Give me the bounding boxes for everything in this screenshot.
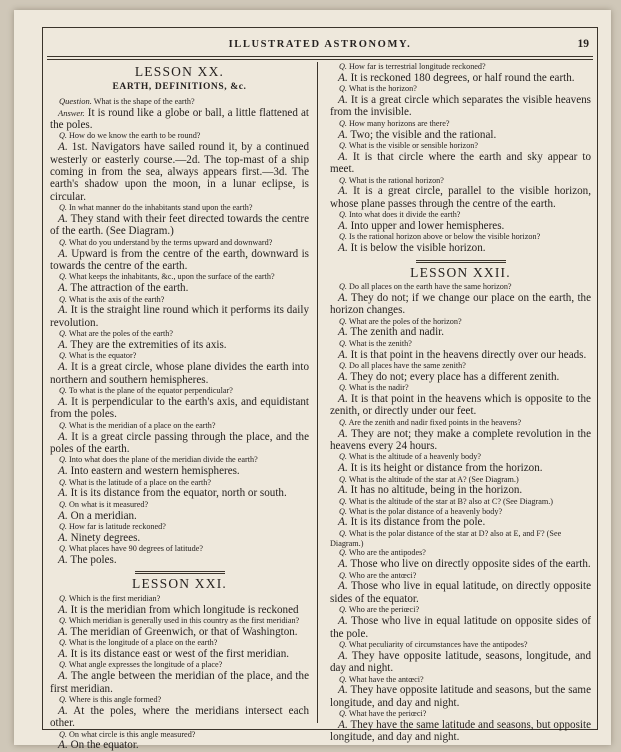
- question: [50, 660, 309, 670]
- question-label: Q.: [59, 455, 67, 465]
- answer: [50, 248, 309, 273]
- header-rule: [47, 56, 593, 57]
- question: [50, 594, 309, 604]
- question-label: Q.: [339, 141, 347, 151]
- answer-text: At the poles, where the meridians intersect each other.: [50, 704, 309, 730]
- answer: [50, 670, 309, 695]
- question-text: What do you understand by the terms upward and downward?: [66, 237, 273, 247]
- question-label: Question.: [59, 95, 92, 106]
- question-text: How far is terrestrial longitude reckoned?: [346, 62, 486, 71]
- answer-label: A.: [338, 393, 348, 406]
- answer-text: It is its distance from the pole.: [347, 516, 486, 529]
- answer-label: A.: [338, 348, 348, 361]
- header-rule-thin: [47, 59, 593, 60]
- question: [50, 730, 309, 740]
- answer-text: It is its distance from the equator, north or south.: [67, 487, 287, 500]
- answer: [330, 94, 591, 119]
- answer-label: A.: [58, 430, 68, 443]
- question: [50, 500, 309, 510]
- question-label: Q.: [339, 639, 347, 649]
- answer-label: A.: [58, 247, 68, 260]
- answer: [330, 185, 591, 210]
- question-text: Who are the antipodes?: [346, 548, 426, 558]
- answer: [330, 129, 591, 141]
- question: [50, 203, 309, 213]
- answer: [50, 648, 309, 660]
- question: [50, 131, 309, 141]
- answer-label: A.: [58, 625, 68, 638]
- question: [330, 317, 591, 327]
- question: [50, 544, 309, 554]
- answer-text: It is a great circle passing through the place, and the poles of the earth.: [50, 430, 309, 455]
- answer: [50, 554, 309, 566]
- question: [330, 282, 591, 292]
- section-separator: [416, 260, 506, 263]
- answer-text: It is the meridian from which longitude is reckoned: [67, 603, 299, 616]
- answer: [50, 396, 309, 421]
- answer-label: A.: [338, 516, 348, 529]
- answer-text: They have the same latitude and seasons, but opposite longitude, and day and night.: [330, 718, 591, 744]
- question-label: Q.: [59, 351, 67, 361]
- question-text: What is the shape of the earth?: [91, 96, 195, 106]
- answer-label: A.: [58, 361, 68, 374]
- question-label: Q.: [339, 210, 347, 220]
- question: [330, 605, 591, 615]
- question-label: Q.: [59, 660, 67, 670]
- answer: [330, 242, 591, 254]
- answer-text: Those who live on directly opposite sides of the earth.: [347, 558, 591, 571]
- answer-text: The zenith and nadir.: [347, 326, 445, 339]
- answer-text: The poles.: [67, 553, 117, 566]
- question-label: Q.: [339, 282, 347, 292]
- answer-text: It is below the visible horizon.: [347, 242, 486, 255]
- answer-text: The angle between the meridian of the place, and the first meridian.: [50, 670, 309, 695]
- question: [330, 62, 591, 72]
- question: [330, 452, 591, 462]
- question: [330, 418, 591, 428]
- question-label: Q.: [339, 605, 347, 615]
- question-label: Q.: [339, 474, 347, 484]
- question-label: Q.: [59, 329, 67, 339]
- answer: [330, 462, 591, 474]
- answer: [330, 371, 591, 383]
- question-text: In what manner do the inhabitants stand upon the earth?: [66, 203, 253, 213]
- question: [330, 529, 591, 549]
- question-label: Q.: [339, 506, 347, 516]
- question-label: Q.: [339, 709, 347, 719]
- left-column: [50, 62, 309, 752]
- answer: [330, 349, 591, 361]
- question-text: What is the latitude of a place on the earth?: [66, 477, 211, 487]
- answer-label: A.: [338, 326, 348, 339]
- answer: [330, 393, 591, 418]
- question-label: Q.: [59, 294, 67, 304]
- page-header: [43, 28, 597, 62]
- answer: [330, 558, 591, 570]
- answer: [50, 532, 309, 544]
- answer-label: A.: [58, 465, 68, 478]
- answer-text: Upward is from the centre of the earth, downward is towards the centre of the earth.: [50, 247, 309, 273]
- question-text: What is the altitude of a heavenly body?: [346, 452, 481, 462]
- answer-text: The attraction of the earth.: [67, 282, 189, 295]
- answer-text: They are not; they make a complete revolution in the heavens every 24 hours.: [330, 427, 591, 453]
- answer: [330, 580, 591, 605]
- question-text: Do all places have the same zenith?: [346, 361, 466, 371]
- question: [330, 571, 591, 581]
- answer-text: They are the extremities of its axis.: [67, 339, 227, 352]
- page-frame: [42, 27, 598, 752]
- question-text: What places have 90 degrees of latitude?: [66, 544, 203, 554]
- question-text: How many horizons are there?: [346, 118, 450, 128]
- question-label: Q.: [59, 499, 67, 509]
- question-text: Who are the periœci?: [346, 605, 420, 615]
- answer: [330, 516, 591, 528]
- question-text: What is the horizon?: [346, 84, 417, 94]
- question-text: What is the altitude of the star at B? also at C? (See Diagram.): [346, 496, 554, 506]
- question-label: Q.: [59, 203, 67, 213]
- answer-text: On a meridian.: [67, 509, 137, 522]
- answer-text: It is round like a globe or ball, a little flattened at the poles.: [50, 106, 309, 132]
- answer: [50, 431, 309, 456]
- question-label: Q.: [59, 131, 67, 141]
- question: [50, 272, 309, 282]
- answer-label: A.: [58, 670, 68, 683]
- answer-label: A.: [58, 282, 68, 295]
- answer-text: It is the straight line round which it performs its daily revolution.: [50, 304, 309, 329]
- answer-text: Into eastern and western hemispheres.: [67, 465, 240, 478]
- answer-label: A.: [338, 71, 348, 84]
- right-column: [330, 62, 591, 744]
- question-label: Q.: [339, 417, 347, 427]
- question-text: What is the rational horizon?: [346, 175, 444, 185]
- question-text: On what circle is this angle measured?: [66, 729, 196, 739]
- answer-text: It is that point in the heavens which is opposite to the zenith, or directly under our feet.: [330, 393, 591, 418]
- answer: [330, 650, 591, 675]
- answer-text: They stand with their feet directed towards the centre of the earth. (See Diagram.): [50, 213, 309, 238]
- question: [330, 232, 591, 242]
- question: [50, 522, 309, 532]
- answer: [50, 213, 309, 238]
- question: [50, 386, 309, 396]
- column-divider: [317, 62, 318, 723]
- answer-label: A.: [338, 484, 348, 497]
- answer-label: A.: [338, 462, 348, 475]
- question: [50, 616, 309, 626]
- question-label: Q.: [339, 118, 347, 128]
- answer-text: It is its distance east or west of the first meridian.: [67, 647, 290, 660]
- question-text: On what is it measured?: [66, 499, 149, 509]
- answer: [330, 428, 591, 453]
- question: [330, 383, 591, 393]
- answer-label: A.: [338, 649, 348, 662]
- question-text: What is the axis of the earth?: [66, 294, 165, 304]
- question-text: What are the poles of the earth?: [66, 329, 173, 339]
- question: [330, 640, 591, 650]
- answer: [50, 705, 309, 730]
- answer: [50, 739, 309, 751]
- question: [50, 329, 309, 339]
- question-text: What have the antœci?: [346, 674, 424, 684]
- answer: [330, 484, 591, 496]
- question-text: What is the equator?: [66, 351, 137, 361]
- answer-text: It is that circle where the earth and sky appear to meet.: [330, 150, 591, 176]
- question-text: What have the periœci?: [346, 709, 427, 719]
- question: [50, 295, 309, 305]
- question-label: Q.: [339, 383, 347, 393]
- question-label: Q.: [339, 232, 347, 242]
- answer-label: A.: [58, 141, 68, 154]
- question-label: Q.: [59, 237, 67, 247]
- book-page: [14, 10, 611, 752]
- answer: [330, 151, 591, 176]
- question: [330, 361, 591, 371]
- answer-text: It is that point in the heavens directly over our heads.: [347, 348, 587, 361]
- question-label: Q.: [59, 386, 67, 396]
- answer-text: Two; the visible and the rational.: [347, 128, 497, 141]
- lesson-22-body: [330, 282, 591, 744]
- question-text: Where is this angle formed?: [66, 694, 162, 704]
- answer-text: It has no altitude, being in the horizon.: [347, 484, 523, 497]
- question: [50, 695, 309, 705]
- answer-label: A.: [338, 150, 348, 163]
- answer-text: Those who live in equal latitude, on directly opposite sides of the equator.: [330, 580, 591, 605]
- question-text: What is the visible or sensible horizon?: [346, 141, 479, 151]
- running-title: ILLUSTRATED ASTRONOMY.: [228, 39, 412, 50]
- question: [330, 339, 591, 349]
- question-text: What is the polar distance of the star at D? also at E, and F? (See Diagram.): [330, 528, 562, 548]
- answer-label: A.: [58, 647, 68, 660]
- answer-label: A.: [338, 615, 348, 628]
- question-text: Which is the first meridian?: [66, 593, 161, 603]
- question-text: What keeps the inhabitants, &c., upon the surface of the earth?: [66, 272, 275, 282]
- question: [330, 210, 591, 220]
- question: [330, 709, 591, 719]
- answer-text: It is its height or distance from the horizon.: [347, 462, 543, 475]
- answer-text: It is perpendicular to the earth's axis, and equidistant from the poles.: [50, 395, 309, 421]
- answer-text: It is a great circle, parallel to the visible horizon, whose plane passes through the centre of the earth.: [330, 185, 591, 210]
- answer-text: On the equator.: [67, 739, 139, 752]
- answer-text: It is a great circle which separates the visible heavens from the invisible.: [330, 94, 591, 119]
- answer: [330, 72, 591, 84]
- answer-label: A.: [58, 739, 68, 752]
- question: [50, 478, 309, 488]
- question-text: Do all places on the earth have the same horizon?: [346, 282, 512, 292]
- question-label: Q.: [59, 593, 67, 603]
- question: [50, 638, 309, 648]
- question-text: What is the zenith?: [346, 338, 412, 348]
- question-label: Q.: [339, 338, 347, 348]
- answer-label: A.: [338, 427, 348, 440]
- question-text: Into what does the plane of the meridian divide the earth?: [66, 455, 258, 465]
- question-label: Q.: [339, 674, 347, 684]
- question-text: Are the zenith and nadir fixed points in the heavens?: [346, 417, 522, 427]
- question-label: Q.: [339, 528, 347, 538]
- answer: [50, 282, 309, 294]
- answer: [330, 684, 591, 709]
- answer-label: A.: [338, 684, 348, 697]
- question: [330, 497, 591, 507]
- answer-text: They have opposite latitude, seasons, longitude, and day and night.: [330, 649, 591, 675]
- answer-label: A.: [338, 185, 348, 198]
- section-separator: [135, 571, 225, 574]
- answer: [50, 604, 309, 616]
- answer-label: A.: [58, 704, 68, 717]
- answer-text: It is reckoned 180 degrees, or half round the earth.: [347, 71, 575, 84]
- lesson-20-subtitle: EARTH, DEFINITIONS, &c.: [112, 82, 247, 93]
- answer-label: A.: [58, 487, 68, 500]
- answer: [50, 361, 309, 386]
- question-label: Q.: [339, 361, 347, 371]
- answer-label: A.: [58, 509, 68, 522]
- question: [50, 238, 309, 248]
- answer-label: A.: [338, 580, 348, 593]
- question-label: Q.: [59, 638, 67, 648]
- answer: [330, 615, 591, 640]
- answer-label: A.: [58, 395, 68, 408]
- answer: [330, 292, 591, 317]
- lesson-20-title: LESSON XX.: [134, 64, 225, 79]
- question-text: How do we know the earth to be round?: [66, 131, 201, 141]
- question-label: Q.: [59, 477, 67, 487]
- question-text: To what is the plane of the equator perpendicular?: [66, 386, 233, 396]
- question-label: Q.: [59, 615, 67, 625]
- answer-label: A.: [338, 370, 348, 383]
- question: [50, 97, 309, 107]
- answer-text: The meridian of Greenwich, or that of Washington.: [67, 625, 298, 638]
- answer-label: A.: [58, 304, 68, 317]
- answer-label: A.: [338, 220, 348, 233]
- question-label: Q.: [59, 521, 67, 531]
- answer-text: They do not; every place has a different zenith.: [347, 370, 560, 383]
- answer-label: A.: [338, 94, 348, 106]
- page-number: 19: [577, 38, 589, 50]
- answer-label: A.: [58, 531, 68, 544]
- answer: [50, 510, 309, 522]
- answer-label: A.: [58, 213, 68, 226]
- question-label: Q.: [339, 62, 347, 71]
- question-text: What is the meridian of a place on the earth?: [66, 420, 216, 430]
- question-label: Q.: [59, 420, 67, 430]
- answer-label: A.: [338, 242, 348, 255]
- answer: [50, 626, 309, 638]
- question: [50, 455, 309, 465]
- answer-label: A.: [338, 128, 348, 141]
- answer: [50, 304, 309, 329]
- question: [50, 351, 309, 361]
- question-text: Who are the antœci?: [346, 570, 417, 580]
- answer: [330, 326, 591, 338]
- question-text: What is the nadir?: [346, 383, 409, 393]
- question-label: Q.: [339, 496, 347, 506]
- answer-label: A.: [58, 603, 68, 616]
- question-label: Q.: [339, 316, 347, 326]
- answer-text: It is a great circle, whose plane divides the earth into northern and southern hemispheres.: [50, 361, 309, 386]
- question: [330, 548, 591, 558]
- answer: [50, 465, 309, 477]
- question: [330, 119, 591, 129]
- lesson-20-body: [50, 97, 309, 567]
- question-label: Q.: [339, 84, 347, 94]
- answer-text: Ninety degrees.: [67, 531, 141, 544]
- question-text: What is the altitude of the star at A? (See Diagram.): [346, 474, 519, 484]
- question-label: Q.: [339, 175, 347, 185]
- answer-label: A.: [58, 553, 68, 566]
- answer: [50, 487, 309, 499]
- question-label: Q.: [339, 570, 347, 580]
- answer: [50, 107, 309, 132]
- question: [50, 421, 309, 431]
- question: [330, 176, 591, 186]
- lesson-21-body-part1: [50, 594, 309, 752]
- question-text: What peculiarity of circumstances have the antipodes?: [346, 639, 528, 649]
- answer-text: 1st. Navigators have sailed round it, by a continued westerly or easterly course.—2d. The top-mast of a ship coming in from the sea, always appears first.—3d. The earth's shadow upon the moon, in a lunar eclipse, is circular.: [50, 141, 309, 203]
- question-label: Q.: [59, 694, 67, 704]
- answer-text: Those who live in equal latitude on opposite sides of the pole.: [330, 615, 591, 640]
- question-label: Q.: [59, 729, 67, 739]
- question-text: What angle expresses the longitude of a place?: [66, 660, 223, 670]
- question-text: Into what does it divide the earth?: [346, 210, 461, 220]
- answer-label: A.: [338, 718, 348, 731]
- question-text: Is the rational horizon above or below the visible horizon?: [346, 232, 541, 242]
- question-text: How far is latitude reckoned?: [66, 521, 166, 531]
- answer-text: They do not; if we change our place on the earth, the horizon changes.: [330, 291, 591, 317]
- question-label: Q.: [339, 452, 347, 462]
- answer-text: They have opposite latitude and seasons, but the same longitude, and day and night.: [330, 684, 591, 709]
- answer: [330, 220, 591, 232]
- question-label: Q.: [59, 272, 67, 282]
- answer-label: Answer.: [58, 107, 85, 118]
- answer: [330, 719, 591, 744]
- question-label: Q.: [59, 544, 67, 554]
- question: [330, 507, 591, 517]
- answer: [50, 339, 309, 351]
- question: [330, 675, 591, 685]
- question: [330, 475, 591, 485]
- answer-text: Into upper and lower hemispheres.: [347, 220, 505, 233]
- lesson-21-body-part2: [330, 62, 591, 255]
- question: [330, 84, 591, 94]
- answer-label: A.: [58, 339, 68, 352]
- question-label: Q.: [339, 548, 347, 558]
- question: [330, 141, 591, 151]
- lesson-21-title: LESSON XXI.: [132, 576, 227, 592]
- question-text: Which meridian is generally used in this country as the first meridian?: [66, 615, 300, 625]
- question-text: What are the poles of the horizon?: [346, 316, 462, 326]
- question-text: What is the longitude of a place on the earth?: [66, 638, 218, 648]
- answer: [50, 141, 309, 203]
- answer-label: A.: [338, 291, 348, 304]
- question-text: What is the polar distance of a heavenly body?: [346, 506, 503, 516]
- lesson-22-title: LESSON XXII.: [410, 264, 511, 280]
- answer-label: A.: [338, 558, 348, 571]
